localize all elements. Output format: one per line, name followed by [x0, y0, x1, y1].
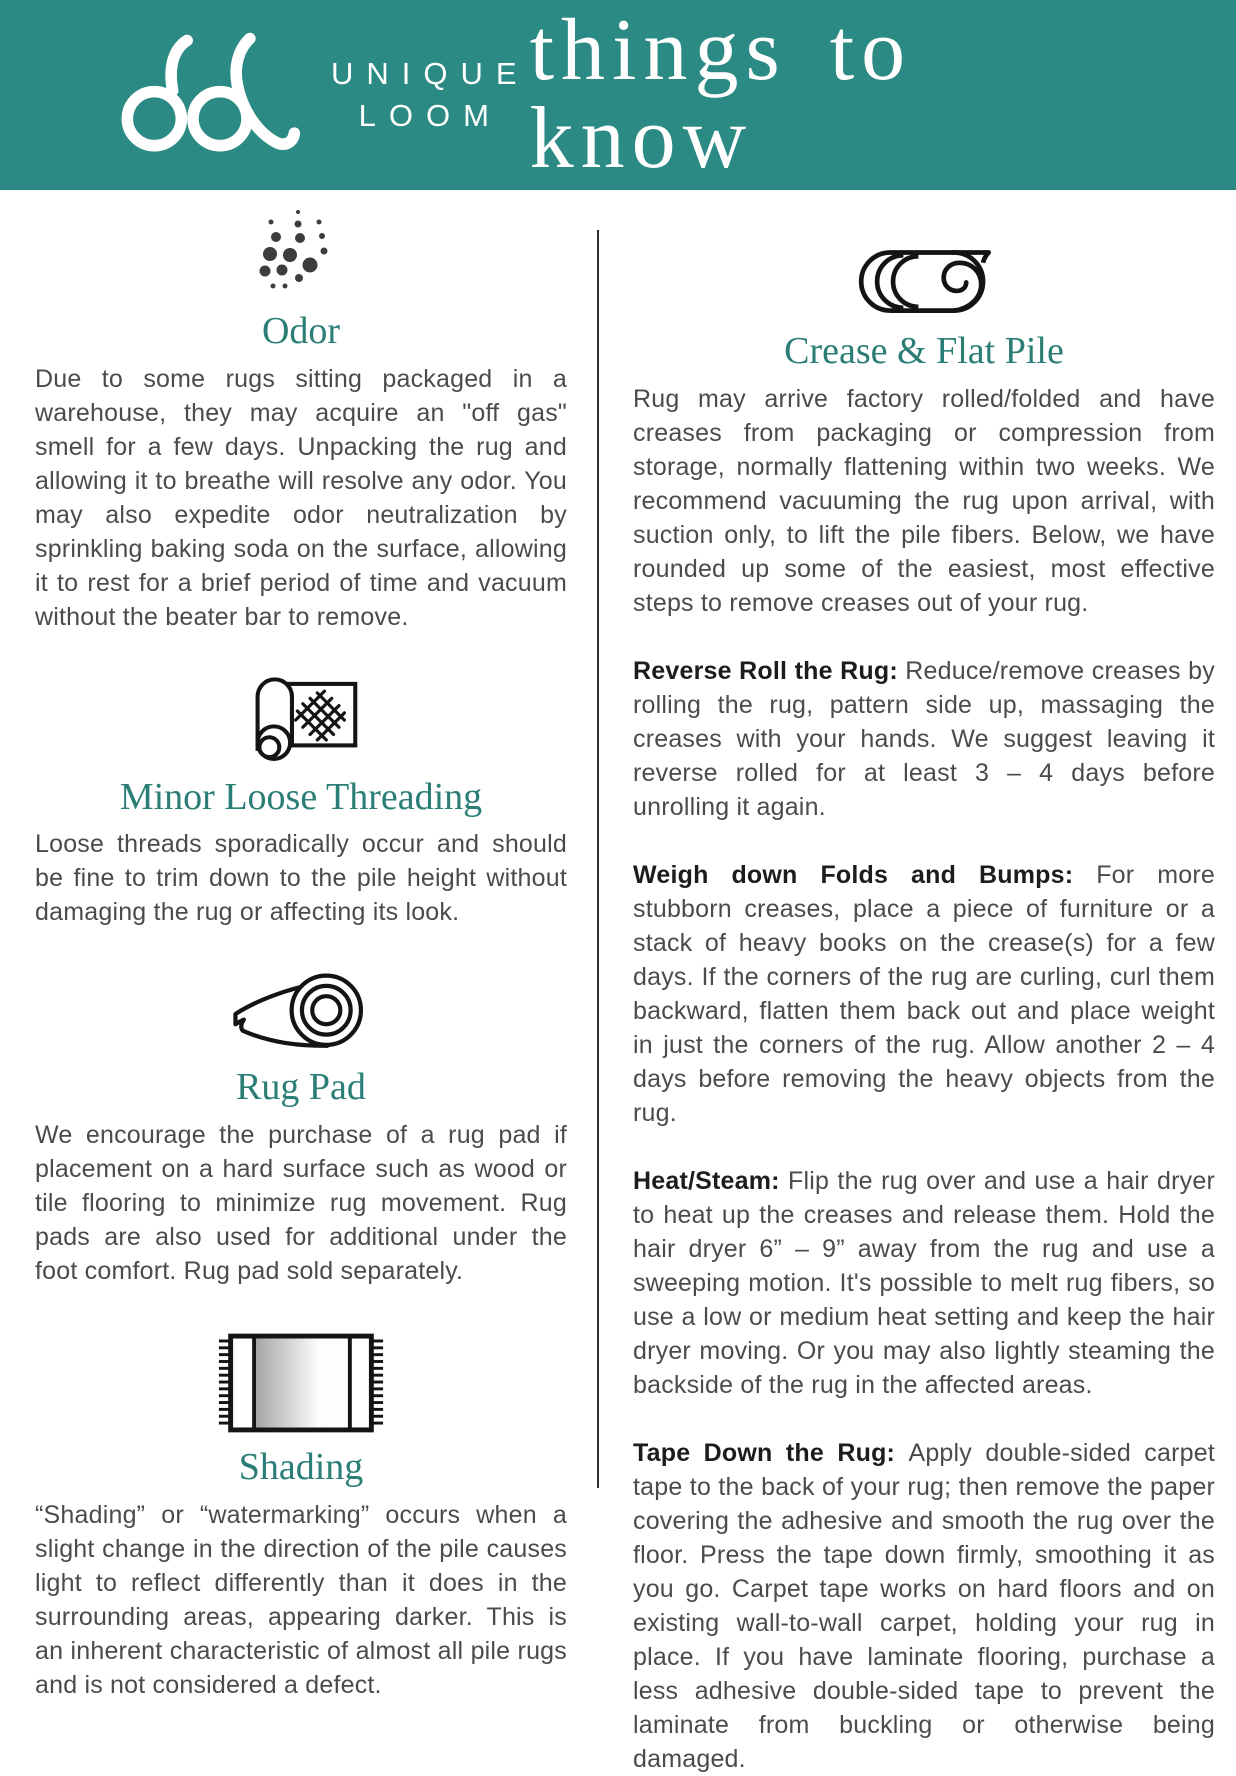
brand-line1: UNIQUE [331, 56, 530, 92]
tip-tape-down-label: Tape Down the Rug: [633, 1438, 896, 1467]
section-body-odor: Due to some rugs sitting packaged in a warehouse, they may acquire an "off gas" smell for a few days. Unpacking the rug and allowing it to breathe will resolve any odor. You may also expedite odor neutralization by sprinkling baking soda on the surface, allowing it to rest for a brief period of time and vacuum without the beater bar to remove. [35, 364, 567, 631]
tip-heat-steam-body: Flip the rug over and use a hair dryer to heat up the creases and release them. Hold the hair dryer 6” – 9” away from the rug and use a sweeping motion. It's possible to melt rug fibers, so use a low or medium heat setting and keep the hair dryer moving. Or you may also lightly steaming the backside of the rug in the affected areas. [633, 1166, 1215, 1399]
tip-weigh-down [633, 858, 1215, 1130]
left-column [35, 190, 567, 1776]
tip-weigh-down-body: For more stubborn creases, place a piece of furniture or a stack of heavy books on the crease(s) for a few days. If the corners of the rug are curling, curl them backward, flatten them back out and place weight in just the corners of the rug. Allow another 2 – 4 days before removing the heavy objects from the rug. [633, 860, 1215, 1127]
shaded-rug-icon [215, 1328, 387, 1438]
brand [98, 25, 530, 165]
tip-reverse-roll [633, 654, 1215, 824]
section-body-shading: “Shading” or “watermarking” occurs when a slight change in the direction of the pile causes light to reflect differently than it does in the surrounding areas, appearing darker. This is an inherent characteristic of almost all pile rugs and is not considered a defect. [35, 1500, 567, 1699]
section-body-threading: Loose threads sporadically occur and should be fine to trim down to the pile height without damaging the rug or affecting its look. [35, 830, 567, 927]
right-column [633, 190, 1215, 1776]
header-banner [0, 0, 1236, 190]
unique-loom-logo-icon [98, 25, 313, 165]
tip-heat-steam [633, 1164, 1215, 1402]
section-heading-shading: Shading [238, 1446, 364, 1489]
tip-heat-steam-label: Heat/Steam: [633, 1166, 780, 1195]
odor-dots-icon [246, 206, 356, 302]
tip-reverse-roll-body: Reduce/remove creases by rolling the rug, pattern side up, massaging the creases with your hands. We suggest leaving it reverse rolled for at least 3 – 4 days before unrolling it again. [633, 656, 1215, 821]
page-title: things to know [529, 2, 913, 187]
brand-line2: LOOM [358, 98, 502, 133]
brand-text [331, 53, 530, 137]
tip-weigh-down-label: Weigh down Folds and Bumps: [633, 860, 1074, 889]
section-heading-crease: Crease & Flat Pile [784, 330, 1064, 372]
rolled-rug-side-icon [849, 242, 999, 322]
section-heading-threading: Minor Loose Threading [119, 775, 483, 818]
column-divider [597, 230, 599, 1488]
tip-reverse-roll-label: Reverse Roll the Rug: [633, 656, 898, 685]
rug-pad-roll-icon [226, 955, 376, 1058]
tip-tape-down-body: Apply double-sided carpet tape to the back of your rug; then remove the paper covering the adhesive and smooth the rug over the floor. Press the tape down firmly, smoothing it as you go. Carpet tape works on hard floors and on existing wall-to-wall carpet, holding your rug in place. If you have laminate flooring, purchase a less adhesive double-sided tape to prevent the laminate from buckling or otherwise being damaged. [633, 1438, 1215, 1773]
tip-tape-down [633, 1436, 1215, 1776]
content-area [0, 190, 1236, 1776]
section-heading-odor: Odor [261, 310, 341, 352]
section-body-rugpad: We encourage the purchase of a rug pad if placement on a hard surface such as wood or tile flooring to minimize rug movement. Rug pads are also used for additional under the foot comfort. Rug pad sold separately. [35, 1121, 567, 1286]
crease-intro: Rug may arrive factory rolled/folded and have creases from packaging or compression from storage, normally flattening within two weeks. We recommend vacuuming the rug upon arrival, with suction only, to lift the pile fibers. Below, we have rounded up some of the easiest, most effective steps to remove creases out of your rug. [633, 384, 1215, 617]
section-heading-rugpad: Rug Pad [236, 1066, 366, 1109]
rolled-rug-threads-icon [237, 664, 365, 768]
